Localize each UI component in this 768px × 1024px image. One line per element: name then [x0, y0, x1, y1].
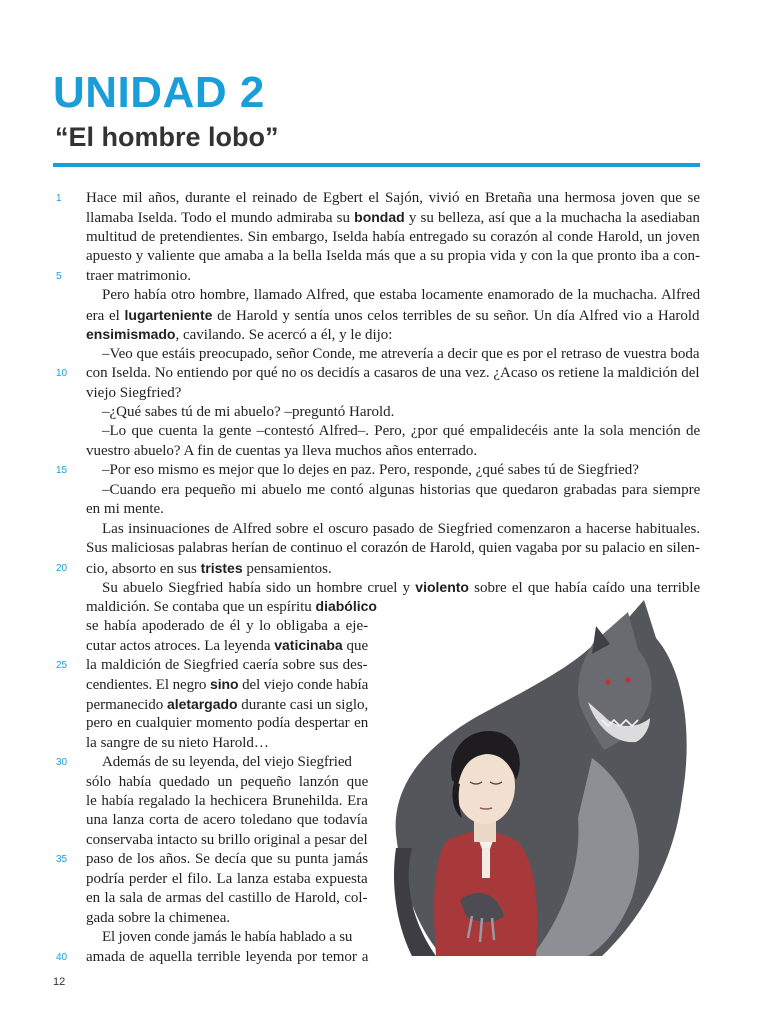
text-segment: llamaba Iselda. Todo el mundo admiraba su: [86, 210, 355, 227]
text-segment: cutar actos atroces. La leyenda: [86, 638, 275, 655]
text-segment: –Cuando era pequeño mi abuelo me contó algunas historias que quedaron grabadas para siempre: [102, 481, 701, 498]
text-line: [86, 734, 269, 753]
text-segment: pero en cualquier momento podía despertar en: [86, 715, 369, 732]
text-line: [86, 714, 368, 733]
text-line: [86, 850, 368, 869]
text-segment: Sus maliciosas palabras herían de continuo el corazón de Harold, quien vagaba por su palacio en silen-: [86, 540, 700, 557]
text-segment: apuesto y valiente que amaba a la bella Iselda más que a su propia vida y con la que pronto iba a con-: [86, 248, 700, 265]
text-line: [86, 559, 332, 579]
text-segment: El joven conde jamás le había hablado a su: [102, 929, 353, 946]
text-line: [86, 208, 700, 228]
line-number: 20: [56, 562, 68, 574]
text-segment: durante casi un siglo,: [237, 696, 369, 713]
line-number: 15: [56, 465, 68, 477]
text-segment: con Iselda. No entiendo por qué no os decidís a casaros de una vez. ¿Acaso os retiene la maldición del: [86, 365, 700, 382]
text-line: [102, 753, 352, 772]
text-line: [102, 345, 700, 364]
text-line: [86, 384, 181, 403]
text-line: [86, 695, 368, 715]
text-segment: multitud de pretendientes. Sin embargo, Iselda había entregado su corazón al conde Harold, un joven: [86, 228, 700, 245]
unit-title: UNIDAD 2: [53, 68, 265, 117]
text-line: [86, 539, 700, 558]
line-number: 1: [56, 193, 62, 204]
wolf-eye-right: [625, 677, 630, 682]
text-line: [86, 267, 191, 286]
text-segment: amada de aquella terrible leyenda por temor a: [86, 948, 369, 965]
text-segment: se había apoderado de él y lo obligaba a eje-: [86, 617, 369, 634]
wolf-and-boy-illustration-icon: [382, 598, 700, 956]
text-line: [102, 403, 394, 422]
glossary-term: lugarteniente: [124, 306, 213, 323]
text-line: [86, 909, 230, 928]
text-line: [102, 286, 700, 305]
text-line: [102, 461, 639, 480]
text-segment: de Harold y sentía unos celos terribles de su señor. Un día Alfred vio a Harold: [212, 307, 700, 324]
text-segment: gada sobre la chimenea.: [86, 909, 231, 926]
text-line: [86, 597, 377, 617]
text-line: [86, 228, 700, 247]
text-segment: era el: [86, 307, 125, 324]
text-line: [86, 811, 368, 830]
text-segment: , cavilando. Se acercó a él, y le dijo:: [175, 327, 393, 344]
line-number: 5: [56, 270, 62, 282]
glossary-term: sino: [210, 676, 239, 693]
text-segment: –¿Qué sabes tú de mi abuelo? –preguntó Harold.: [102, 403, 395, 420]
text-segment: –Lo que cuenta la gente –contestó Alfred–. Pero, ¿por qué empalidecéis ante la sola mención de: [102, 423, 701, 440]
text-line: [86, 831, 368, 850]
glossary-term: diabólico: [315, 598, 377, 615]
line-number: 40: [56, 951, 68, 963]
glossary-term: aletargado: [166, 695, 238, 712]
line-number: 25: [56, 659, 68, 671]
text-line: [86, 675, 368, 695]
line-number: 35: [56, 854, 68, 866]
text-segment: la sangre de su nieto Harold…: [86, 734, 269, 751]
text-line: [86, 325, 392, 345]
text-segment: en mi mente.: [86, 501, 164, 518]
text-segment: que: [342, 638, 369, 655]
text-segment: sólo había quedado un pequeño lanzón que: [86, 773, 369, 790]
text-line: [102, 578, 700, 598]
text-line: [86, 247, 700, 266]
text-line: [102, 481, 700, 500]
text-segment: Pero había otro hombre, llamado Alfred, que estaba locamente enamorado de la muchacha. Alfred: [102, 287, 701, 304]
text-line: [86, 656, 368, 675]
line-number: 10: [56, 368, 68, 380]
text-segment: Además de su leyenda, del viejo Siegfried: [102, 754, 352, 771]
glossary-term: violento: [415, 579, 469, 595]
glossary-term: ensimismado: [86, 326, 176, 343]
wolf-eye-left: [605, 679, 610, 684]
text-segment: cendientes. El negro: [86, 677, 210, 694]
text-line: [86, 364, 700, 383]
text-line: [86, 870, 368, 889]
text-segment: pensamientos.: [242, 560, 332, 577]
text-line: [86, 773, 368, 792]
text-segment: permanecido: [86, 696, 167, 713]
line-number: 30: [56, 757, 68, 769]
text-segment: una lanza corta de acero toledano que todavía: [86, 812, 368, 829]
text-segment: viejo Siegfried?: [86, 384, 182, 401]
text-segment: Hace mil años, durante el reinado de Egbert el Sajón, vivió en Bretaña una hermosa joven que se: [86, 190, 701, 206]
text-segment: Su abuelo Siegfried había sido un hombre cruel y: [102, 580, 416, 596]
text-line: [86, 189, 700, 208]
glossary-term: vaticinaba: [274, 637, 343, 654]
story-title: “El hombre lobo”: [55, 122, 279, 152]
text-line: [86, 500, 164, 519]
text-segment: y su belleza, así que a la muchacha la asediaban: [404, 210, 700, 227]
text-segment: cio, absorto en sus: [86, 560, 201, 577]
text-segment: del viejo conde había: [238, 677, 369, 694]
text-line: [102, 422, 700, 441]
text-line: [86, 306, 700, 326]
text-segment: vuestro abuelo? A fin de cuentas ya lleva muchos años enterrado.: [86, 442, 478, 459]
glossary-term: bondad: [354, 209, 405, 226]
glossary-term: tristes: [200, 559, 243, 576]
text-line: [102, 928, 352, 947]
text-line: [86, 948, 368, 967]
text-line: [86, 792, 368, 811]
text-segment: la maldición de Siegfried caería sobre sus des-: [86, 656, 368, 673]
text-segment: maldición. Se contaba que un espíritu: [86, 599, 316, 616]
text-segment: –Por eso mismo es mejor que lo dejes en paz. Pero, responde, ¿qué sabes tú de Siegfried?: [102, 462, 639, 479]
text-segment: conservaba intacto su brillo original a pesar del: [86, 831, 368, 848]
text-segment: le había regalado la hechicera Brunehilda. Era: [86, 792, 368, 809]
page-number: 12: [53, 976, 66, 988]
text-line: [86, 617, 368, 636]
text-segment: traer matrimonio.: [86, 267, 191, 284]
text-segment: paso de los años. Se decía que su punta jamás: [86, 851, 369, 868]
text-line: [86, 636, 368, 656]
text-line: [86, 442, 477, 461]
text-segment: –Veo que estáis preocupado, señor Conde, me atrevería a decir que es por el retraso de vuestra boda: [102, 345, 700, 362]
text-segment: Las insinuaciones de Alfred sobre el oscuro pasado de Siegfried comenzaron a hacerse habituales.: [102, 520, 701, 537]
text-segment: sobre el que había caído una terrible: [468, 580, 701, 596]
text-line: [102, 520, 700, 539]
text-segment: podría perder el filo. La lanza estaba expuesta: [86, 870, 368, 887]
text-line: [86, 889, 368, 908]
text-segment: en la sala de armas del castillo de Harold, col-: [86, 890, 368, 907]
title-divider: [53, 163, 700, 167]
